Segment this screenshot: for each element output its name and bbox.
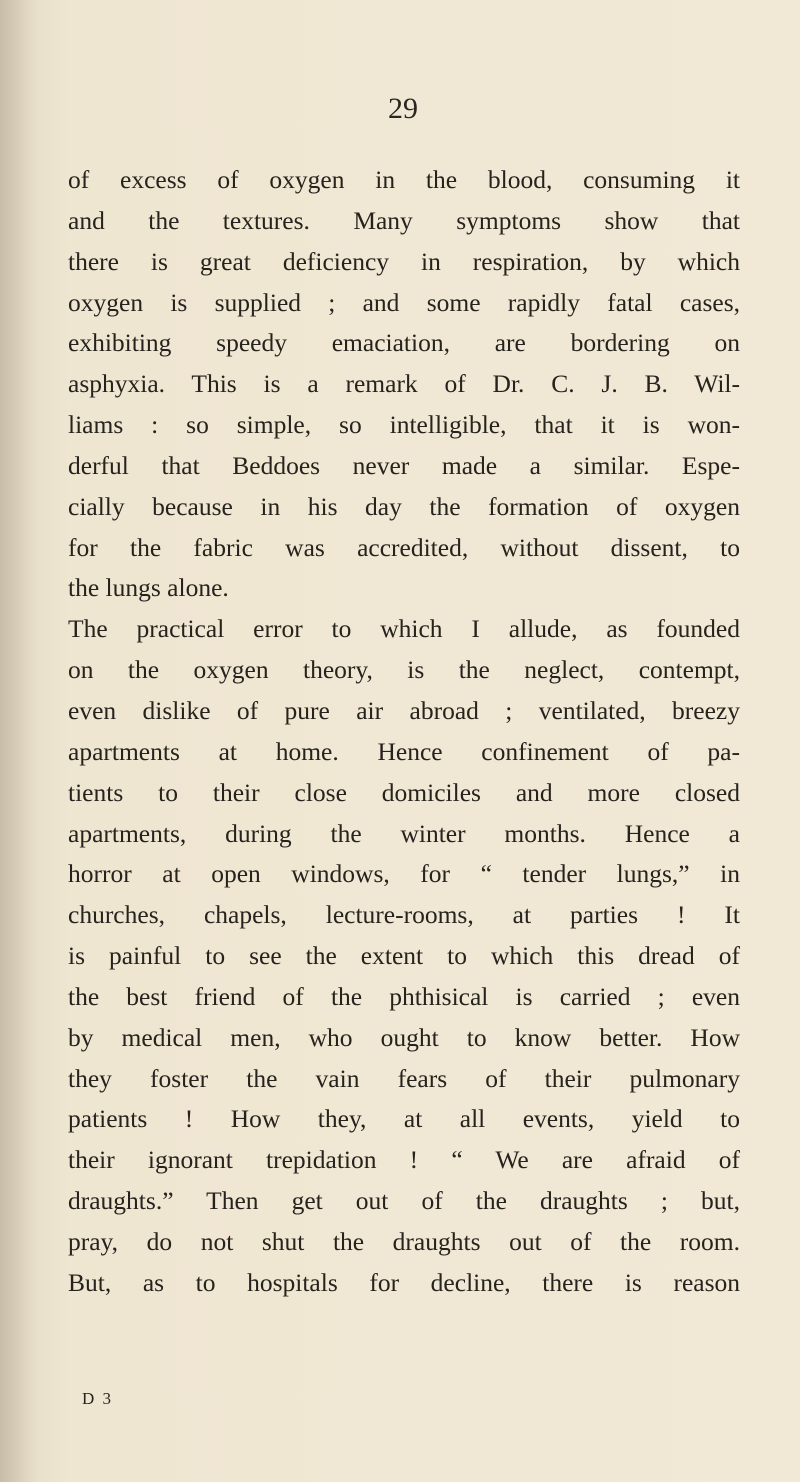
- text-line: on the oxygen theory, is the neglect, contempt,: [68, 655, 740, 685]
- text-line: apartments at home. Hence confinement of pa-: [68, 736, 740, 766]
- text-line: there is great deficiency in respiration, by which: [68, 246, 740, 276]
- body-text: [68, 160, 740, 1304]
- signature-mark: D 3: [82, 1389, 114, 1408]
- text-line: liams : so simple, so intelligible, that it is won-: [68, 410, 740, 440]
- text-line: even dislike of pure air abroad ; ventilated, breezy: [68, 695, 740, 725]
- page-number: 29: [388, 92, 418, 125]
- text-line: exhibiting speedy emaciation, are bordering on: [68, 328, 740, 358]
- text-line: oxygen is supplied ; and some rapidly fatal cases,: [68, 287, 740, 317]
- text-line: the best friend of the phthisical is carried ; even: [68, 981, 740, 1011]
- paragraph-end-line: the lungs alone.: [68, 573, 229, 603]
- paragraph-start-line: But, as to hospitals for decline, there is reason: [68, 1267, 740, 1297]
- text-line: they foster the vain fears of their pulmonary: [68, 1063, 740, 1093]
- text-line: horror at open windows, for “ tender lungs,” in: [68, 859, 740, 889]
- text-line: cially because in his day the formation of oxygen: [68, 491, 740, 521]
- text-line: churches, chapels, lecture-rooms, at parties ! It: [68, 900, 740, 930]
- text-line: apartments, during the winter months. Hence a: [68, 818, 740, 848]
- text-line: their ignorant trepidation ! “ We are afraid of: [68, 1145, 740, 1175]
- text-line: tients to their close domiciles and more closed: [68, 777, 740, 807]
- text-line: of excess of oxygen in the blood, consuming it: [68, 165, 740, 194]
- text-line: and the textures. Many symptoms show that: [68, 205, 740, 235]
- text-line: patients ! How they, at all events, yield to: [68, 1104, 740, 1134]
- text-line: is painful to see the extent to which this dread of: [68, 941, 740, 971]
- text-line: asphyxia. This is a remark of Dr. C. J. B. Wil-: [68, 369, 740, 399]
- paragraph-start-line: The practical error to which I allude, as founded: [68, 614, 740, 644]
- text-line: by medical men, who ought to know better. How: [68, 1022, 740, 1052]
- text-line: draughts.” Then get out of the draughts ; but,: [68, 1186, 740, 1216]
- gutter-shadow: [0, 0, 40, 1482]
- text-line: for the fabric was accredited, without dissent, to: [68, 532, 740, 562]
- text-line: derful that Beddoes never made a similar. Espe-: [68, 450, 740, 480]
- text-line: pray, do not shut the draughts out of the room.: [68, 1226, 740, 1256]
